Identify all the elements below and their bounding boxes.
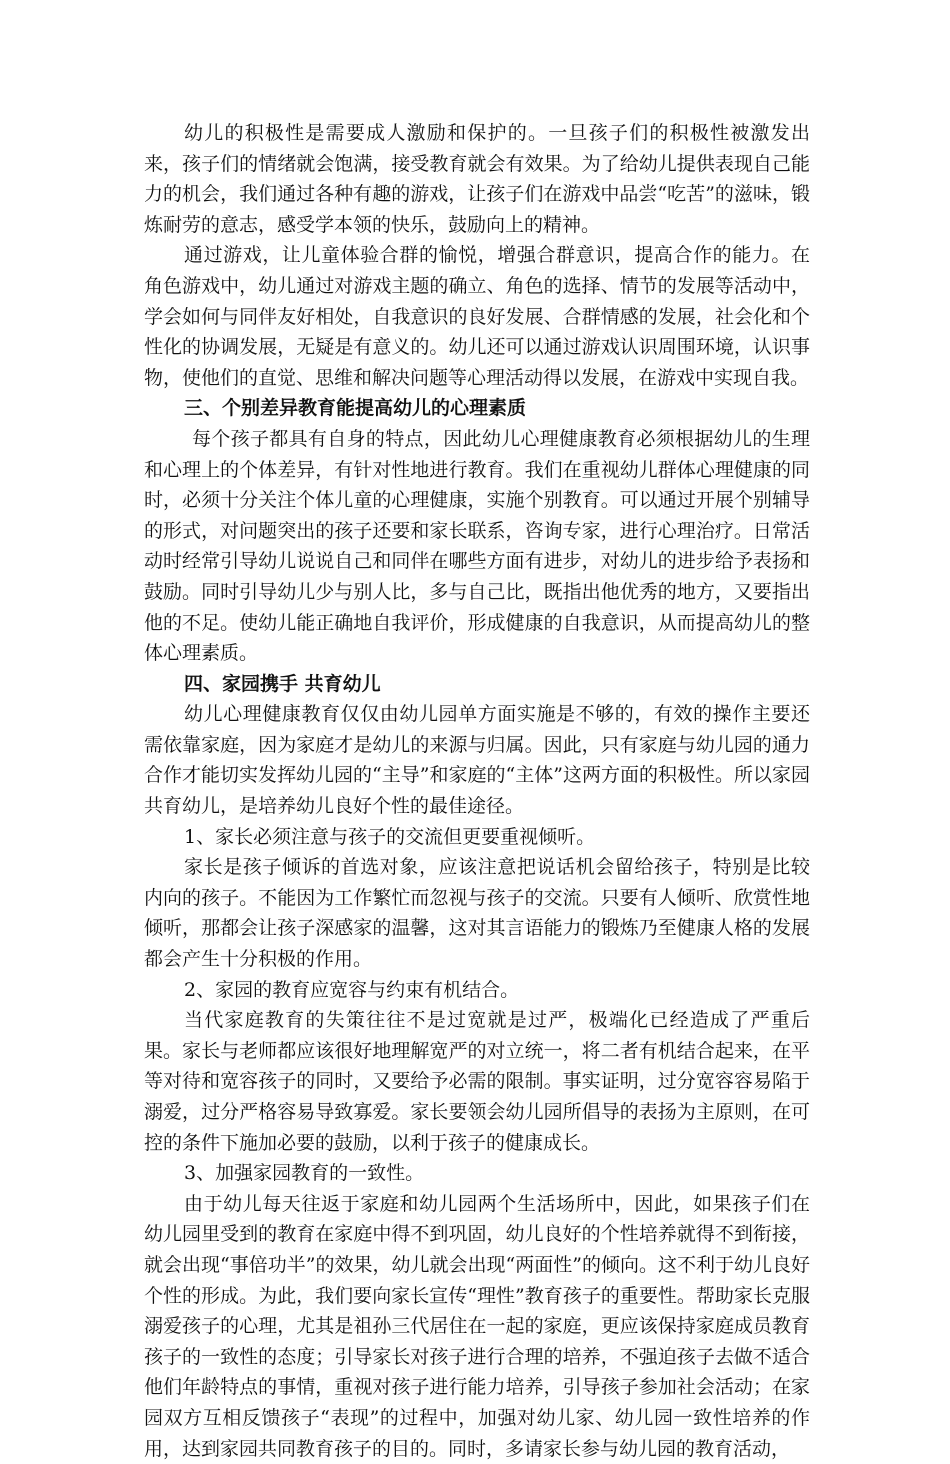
- paragraph-encourage-enthusiasm: 幼儿的积极性是需要成人激励和保护的。一旦孩子们的积极性被激发出来，孩子们的情绪就会饱满，接受教育就会有效果。为了给幼儿提供表现自己能力的机会，我们通过各种有趣的游戏，让孩子们在游戏中品尝“吃苦”的滋味，锻炼耐劳的意志，感受学本领的快乐，鼓励向上的精神。: [144, 122, 810, 236]
- paragraph-individual-education: 每个孩子都具有自身的特点，因此幼儿心理健康教育必须根据幼儿的生理和心理上的个体差异，有针对性地进行教育。我们在重视幼儿群体心理健康的同时，必须十分关注个体儿童的心理健康，实施个别教育。可以通过开展个别辅导的形式，对问题突出的孩子还要和家长联系，咨询专家，进行心理治疗。日常活动时经常引导幼儿说说自己和同伴在哪些方面有进步，对幼儿的进步给予表扬和鼓励。同时引导幼儿少与别人比，多与自己比，既指出他优秀的地方，又要指出他的不足。使幼儿能正确地自我评价，形成健康的自我意识，从而提高幼儿的整体心理素质。: [144, 427, 810, 665]
- subheading-tolerance-constraint: 2、家园的教育应宽容与约束有机结合。: [184, 978, 520, 1001]
- document-page: [144, 118, 810, 1464]
- subheading-listening: 1、家长必须注意与孩子的交流但更要重视倾听。: [184, 825, 596, 848]
- paragraph-games-cooperation: 通过游戏，让儿童体验合群的愉悦，增强合群意识，提高合作的能力。在角色游戏中，幼儿通过对游戏主题的确立、角色的选择、情节的发展等活动中，学会如何与同伴友好相处，自我意识的良好发展、合群情感的发展，社会化和个性化的协调发展，无疑是有意义的。幼儿还可以通过游戏认识周围环境，认识事物，使他们的直觉、思维和解决问题等心理活动得以发展，在游戏中实现自我。: [144, 244, 810, 389]
- subheading-consistency: 3、加强家园教育的一致性。: [184, 1162, 425, 1185]
- section-heading-individual-differences: 三、个别差异教育能提高幼儿的心理素质: [184, 397, 527, 420]
- paragraph-listening: 家长是孩子倾诉的首选对象，应该注意把说话机会留给孩子，特别是比较内向的孩子。不能因为工作繁忙而忽视与孩子的交流。只要有人倾听、欣赏性地倾听，那都会让孩子深感家的温馨，这对其言语能力的锻炼乃至健康人格的发展都会产生十分积极的作用。: [144, 856, 810, 971]
- paragraph-tolerance-constraint: 当代家庭教育的失策往往不是过宽就是过严，极端化已经造成了严重后果。家长与老师都应该很好地理解宽严的对立统一，将二者有机结合起来，在平等对待和宽容孩子的同时，又要给予必需的限制。事实证明，过分宽容容易陷于溺爱，过分严格容易导致寡爱。家长要领会幼儿园所倡导的表扬为主原则，在可控的条件下施加必要的鼓励，以利于孩子的健康成长。: [144, 1009, 810, 1154]
- section-heading-home-school: 四、家园携手 共育幼儿: [184, 672, 381, 695]
- paragraph-consistency: 由于幼儿每天往返于家庭和幼儿园两个生活场所中，因此，如果孩子们在幼儿园里受到的教育在家庭中得不到巩固，幼儿良好的个性培养就得不到衔接，就会出现“事倍功半”的效果，幼儿就会出现“两面性”的倾向。这不利于幼儿良好个性的形成。为此，我们要向家长宣传“理性”教育孩子的重要性。帮助家长克服溺爱孩子的心理，尤其是祖孙三代居住在一起的家庭，更应该保持家庭成员教育孩子的一致性的态度；引导家长对孩子进行合理的培养，不强迫孩子去做不适合他们年龄特点的事情，重视对孩子进行能力培养，引导孩子参加社会活动；在家园双方互相反馈孩子“表现”的过程中，加强对幼儿家、幼儿园一致性培养的作用，达到家园共同教育孩子的目的。同时，多请家长参与幼儿园的教育活动，: [144, 1192, 810, 1460]
- paragraph-home-school-intro: 幼儿心理健康教育仅仅由幼儿园单方面实施是不够的，有效的操作主要还需依靠家庭，因为家庭才是幼儿的来源与归属。因此，只有家庭与幼儿园的通力合作才能切实发挥幼儿园的“主导”和家庭的“主体”这两方面的积极性。所以家园共育幼儿，是培养幼儿良好个性的最佳途径。: [144, 703, 810, 818]
